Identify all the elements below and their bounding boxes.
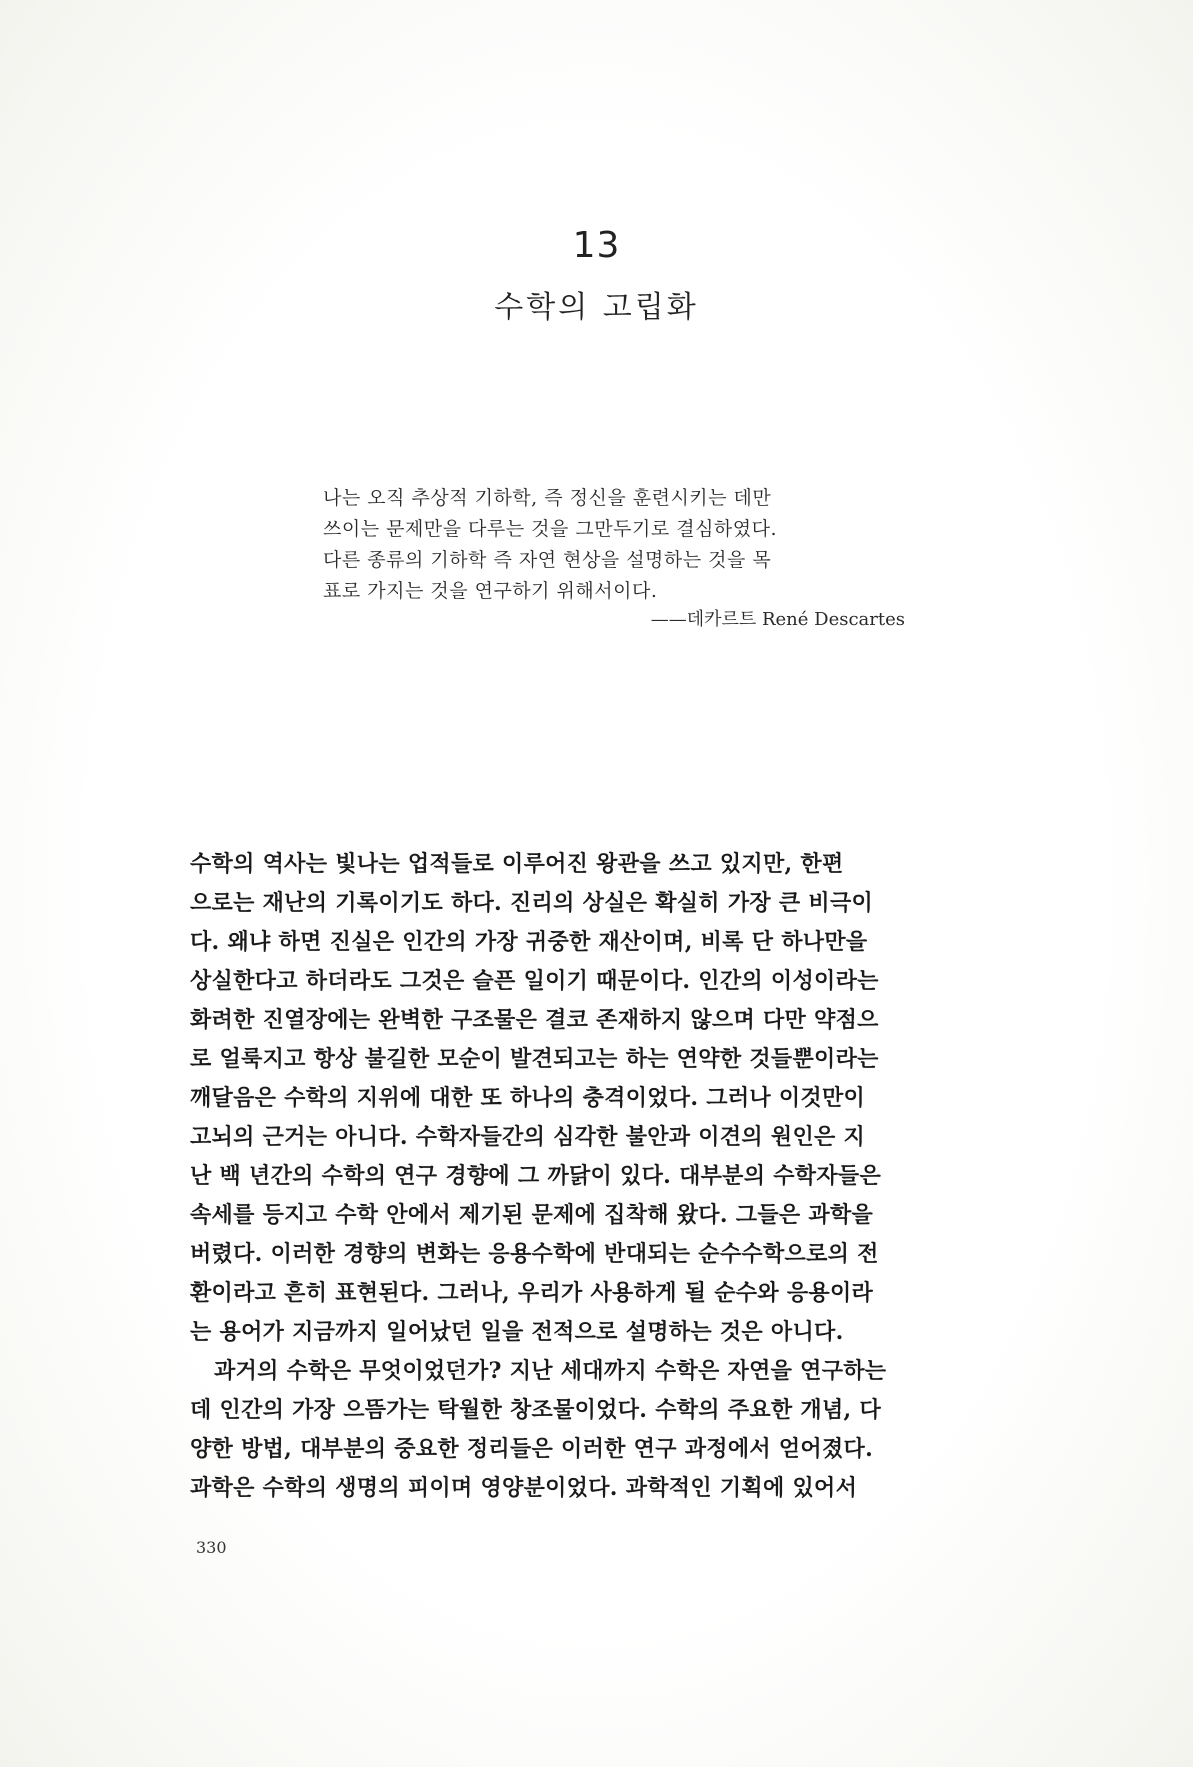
body-line: 난 백 년간의 수학의 연구 경향에 그 까닭이 있다. 대부분의 수학자들은 <box>190 1163 882 1189</box>
body-line: 깨달음은 수학의 지위에 대한 또 하나의 충격이었다. 그러나 이것만이 <box>190 1085 866 1111</box>
epigraph-line: 다른 종류의 기하학 즉 자연 현상을 설명하는 것을 목 <box>323 549 772 571</box>
body-line: 고뇌의 근거는 아니다. 수학자들간의 심각한 불안과 이견의 원인은 지 <box>190 1124 866 1150</box>
epigraph-line: 표로 가지는 것을 연구하기 위해서이다. <box>323 580 658 602</box>
body-line: 속세를 등지고 수학 안에서 제기된 문제에 집착해 왔다. 그들은 과학을 <box>190 1202 874 1228</box>
body-line: 는 용어가 지금까지 일어났던 일을 전적으로 설명하는 것은 아니다. <box>190 1319 844 1345</box>
body-line: 다. 왜냐 하면 진실은 인간의 가장 귀중한 재산이며, 비록 단 하나만을 <box>190 929 868 955</box>
epigraph-line: 쓰이는 문제만을 다루는 것을 그만두기로 결심하였다. <box>323 518 778 540</box>
body-line: 로 얼룩지고 항상 불길한 모순이 발견되고는 하는 연약한 것들뿐이라는 <box>190 1046 879 1072</box>
chapter-number: 13 <box>572 225 621 266</box>
body-line: 상실한다고 하더라도 그것은 슬픈 일이기 때문이다. 인간의 이성이라는 <box>190 968 879 994</box>
chapter-title: 수학의 고립화 <box>494 290 699 325</box>
epigraph-line: 나는 오직 추상적 기하학, 즉 정신을 훈련시키는 데만 <box>323 487 772 509</box>
body-line: 양한 방법, 대부분의 중요한 정리들은 이러한 연구 과정에서 얻어졌다. <box>190 1436 874 1462</box>
body-text <box>190 845 1050 1508</box>
body-line: 데 인간의 가장 으뜸가는 탁월한 창조물이었다. 수학의 주요한 개념, 다 <box>190 1397 882 1423</box>
body-line: 수학의 역사는 빛나는 업적들로 이루어진 왕관을 쓰고 있지만, 한편 <box>190 851 844 877</box>
body-line: 과학은 수학의 생명의 피이며 영양분이었다. 과학적인 기획에 있어서 <box>190 1475 858 1501</box>
body-line: 화려한 진열장에는 완벽한 구조물은 결코 존재하지 않으며 다만 약점으 <box>190 1007 879 1033</box>
body-line: 으로는 재난의 기록이기도 하다. 진리의 상실은 확실히 가장 큰 비극이 <box>190 890 874 916</box>
body-line: 과거의 수학은 무엇이었던가? 지난 세대까지 수학은 자연을 연구하는 <box>214 1358 887 1384</box>
body-line: 환이라고 흔히 표현된다. 그러나, 우리가 사용하게 될 순수와 응용이라 <box>190 1280 874 1306</box>
page-number: 330 <box>196 1538 227 1557</box>
epigraph-attribution: ——데카르트 René Descartes <box>650 609 905 630</box>
body-line: 버렸다. 이러한 경향의 변화는 응용수학에 반대되는 순수수학으로의 전 <box>190 1241 879 1267</box>
epigraph <box>323 483 903 607</box>
